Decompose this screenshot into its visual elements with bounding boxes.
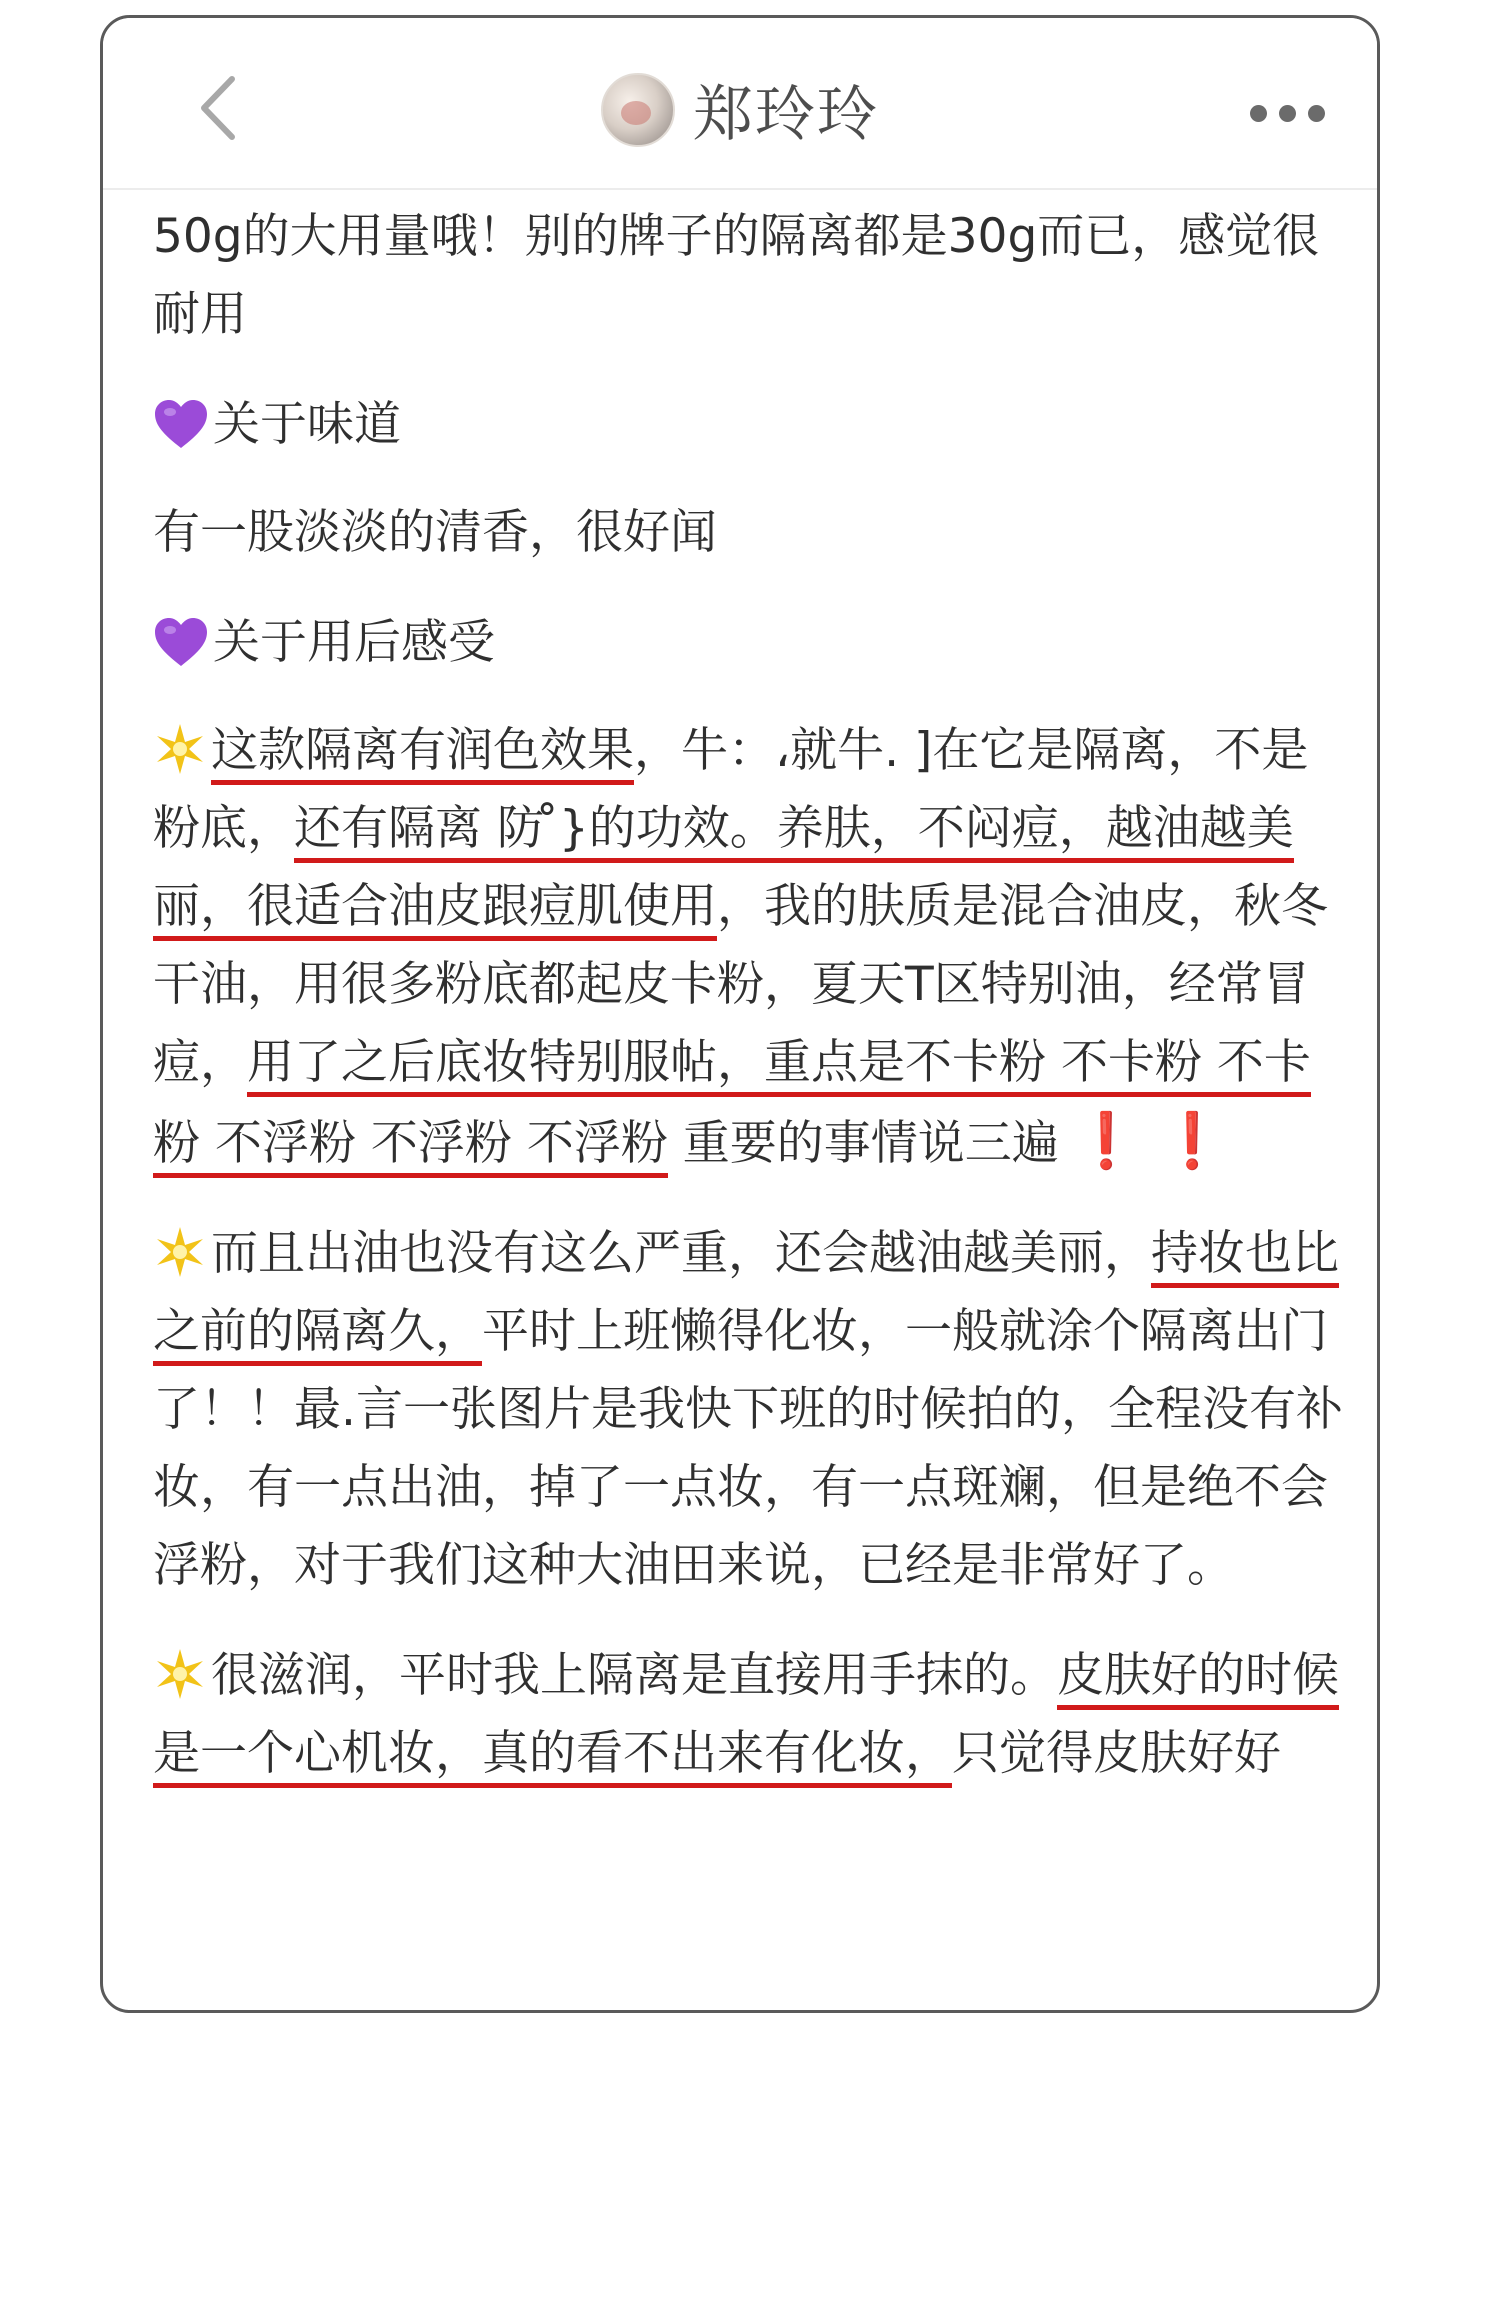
sparkle-icon: [153, 1225, 207, 1279]
sparkle-icon: [153, 722, 207, 776]
body-text: 很滋润，平时我上隔离是直接用手抹的。: [211, 1648, 1057, 1703]
heading-label: 关于用后感受: [213, 615, 495, 670]
more-dots-icon: [1279, 105, 1296, 122]
section-heading-feeling: [153, 604, 1343, 682]
more-dots-icon: [1250, 105, 1267, 122]
body-text: 只觉得皮肤好好: [952, 1726, 1281, 1781]
top-nav-bar: [103, 18, 1377, 190]
sparkle-icon: [153, 1647, 207, 1701]
avatar[interactable]: [601, 73, 675, 147]
paragraph-moisture: [153, 1637, 1343, 1793]
highlight-text: 皮肤好的时候是一个心机妆，真的看不出来有化妆，: [153, 1648, 1339, 1788]
phone-frame: [100, 15, 1380, 2013]
body-text: ，牛：،就牛. ]在它是隔离，不是粉底，: [153, 723, 1309, 856]
highlight-text: 持妆也比之前的隔离久，: [153, 1226, 1339, 1366]
body-text: 而且出油也没有这么严重，还会越油越美丽，: [211, 1226, 1151, 1281]
section-heading-smell: [153, 386, 1343, 464]
body-text: ，我的肤质是混合油皮，秋冬干油，用很多粉底都起皮卡粉，夏天T区特别油，经常冒痘，: [153, 879, 1328, 1090]
purple-heart-icon: [153, 616, 209, 668]
heading-label: 关于味道: [213, 397, 401, 452]
more-dots-icon: [1308, 105, 1325, 122]
body-text: 平时上班懒得化妆，一般就涂个隔离出门了！！最.言一张图片是我快下班的时候拍的，全程没有补妆，有一点出油，掉了一点妆，有一点斑斓，但是绝不会浮粉，对于我们这种大油田来说，已经是非常好了。: [153, 1304, 1343, 1593]
purple-heart-icon: [153, 398, 209, 450]
body-text: 重要的事情说三遍: [667, 1116, 1059, 1171]
paragraph-effect: [153, 712, 1343, 1183]
highlight-text: 用了之后底妆特别服帖，重点是不卡粉 不卡粉 不卡粉 不浮粉 不浮粉 不浮粉: [153, 1035, 1311, 1178]
highlight-text: 这款隔离有润色效果: [211, 723, 634, 785]
exclamation-icon: ❗ ❗: [1072, 1109, 1227, 1172]
page-title: 郑玲玲: [693, 80, 879, 150]
highlight-text: 还有隔离 防 ̊}的功效。养肤，不闷痘，越油越美丽，很适合油皮跟痘肌使用: [153, 801, 1294, 941]
post-content: [153, 198, 1343, 1825]
paragraph-oil-control: [153, 1215, 1343, 1605]
paragraph-capacity: 50g的大用量哦！别的牌子的隔离都是30g而已，感觉很耐用: [153, 209, 1320, 342]
paragraph-smell: 有一股淡淡的清香，很好闻: [153, 505, 717, 560]
more-button[interactable]: [1237, 78, 1337, 148]
title-area: [103, 60, 1377, 160]
